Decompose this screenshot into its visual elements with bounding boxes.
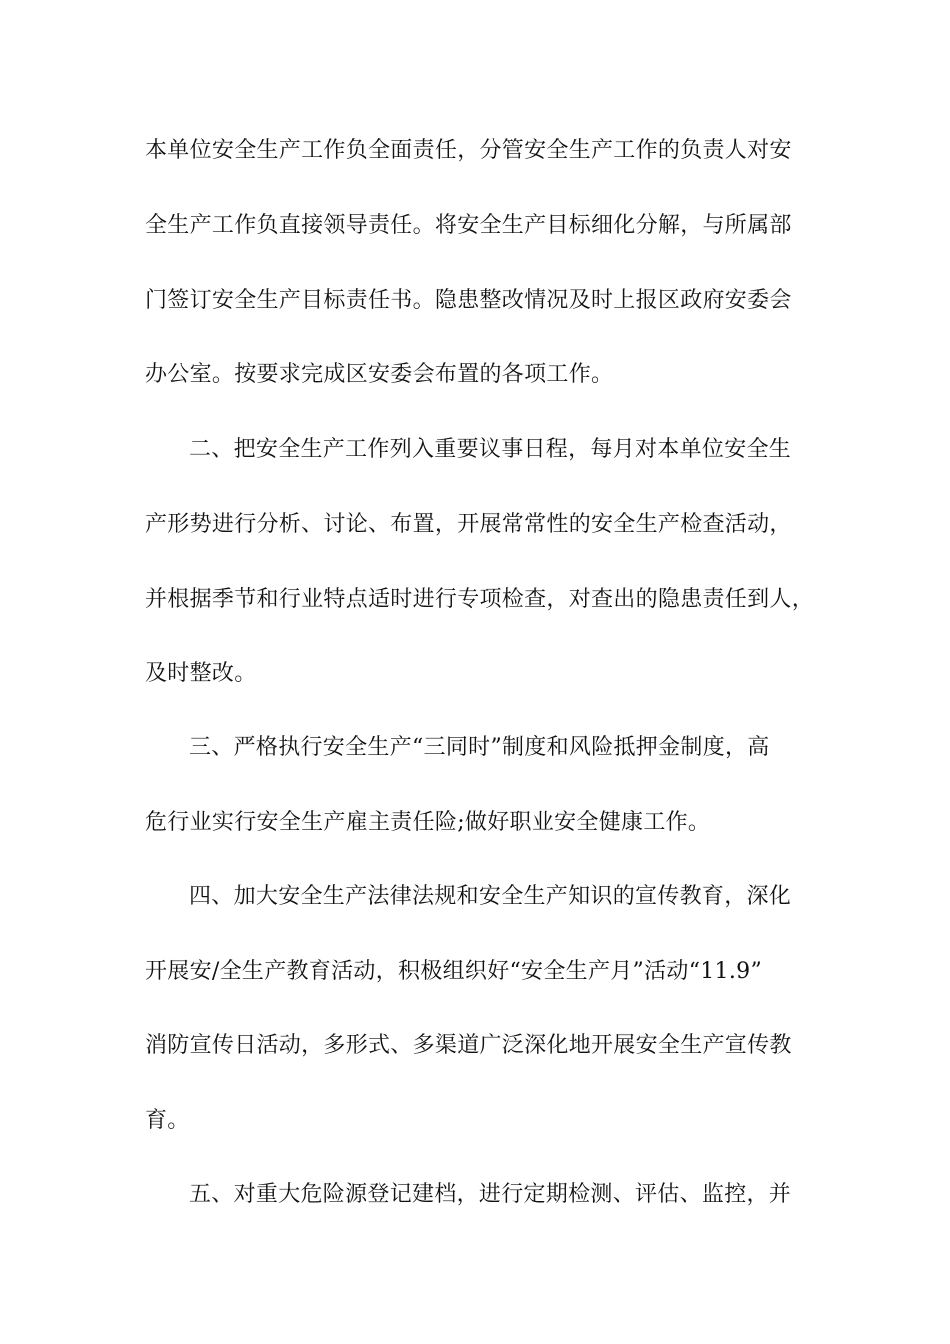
paragraph-4-first-line: 四、加大安全生产法律法规和安全生产知识的宣传教育，深化 <box>189 884 792 909</box>
text-line: 全生产工作负直接领导责任。将安全生产目标细化分解，与所属部 <box>145 213 792 238</box>
text-line: 开展安/全生产教育活动，积极组织好“安全生产月”活动“11.9” <box>145 959 762 984</box>
text-line: 危行业实行安全生产雇主责任险;做好职业安全健康工作。 <box>145 810 711 835</box>
paragraph-5-first-line: 五、对重大危险源登记建档，进行定期检测、评估、监控，并 <box>189 1182 792 1207</box>
text-line: 产形势进行分析、讨论、布置，开展常常性的安全生产检查活动， <box>145 512 792 537</box>
text-line: 消防宣传日活动，多形式、多渠道广泛深化地开展安全生产宣传教 <box>145 1033 792 1058</box>
text-line: 办公室。按要求完成区安委会布置的各项工作。 <box>145 362 614 387</box>
text-line: 育。 <box>145 1108 190 1133</box>
text-line: 门签订安全生产目标责任书。隐患整改情况及时上报区政府安委会 <box>145 288 792 313</box>
paragraph-3-first-line: 三、严格执行安全生产“三同时”制度和风险抵押金制度，高 <box>189 735 770 760</box>
text-line: 及时整改。 <box>145 661 257 686</box>
text-line: 本单位安全生产工作负全面责任，分管安全生产工作的负责人对安 <box>145 138 792 163</box>
text-line: 并根据季节和行业特点适时进行专项检查，对查出的隐患责任到人， <box>145 587 815 612</box>
paragraph-2-first-line: 二、把安全生产工作列入重要议事日程，每月对本单位安全生 <box>189 437 792 462</box>
